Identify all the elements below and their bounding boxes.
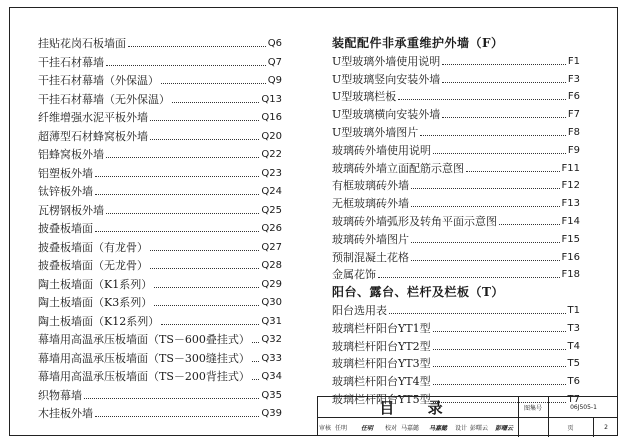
dot-leader xyxy=(442,82,566,83)
dot-leader xyxy=(106,65,266,66)
dot-leader xyxy=(252,379,260,380)
toc-entry-title: 铝蜂窝板外墙 xyxy=(38,148,104,161)
toc-entry-title: 瓦楞钢板外墙 xyxy=(38,203,104,217)
toc-entry xyxy=(332,193,580,210)
toc-entry-title: 金属花饰 xyxy=(332,268,376,282)
toc-section-header xyxy=(332,282,580,299)
page-label: 页 xyxy=(567,424,574,432)
toc-entry-title: 挂贴花岗石板墙面 xyxy=(38,37,126,50)
toc-entry xyxy=(38,403,282,420)
dot-leader xyxy=(150,250,259,251)
toc-page-code: Q33 xyxy=(261,352,282,364)
toc-page-code: Q23 xyxy=(261,167,282,179)
toc-entry-title: 玻璃栏杆阳台YT3型 xyxy=(332,357,431,371)
toc-page-code: Q30 xyxy=(261,297,282,308)
dot-leader xyxy=(172,102,259,103)
toc-entry-title: 陶土板墙面（K1系列） xyxy=(38,277,153,291)
toc-entry xyxy=(38,163,282,180)
toc-page-code: Q26 xyxy=(261,223,282,234)
toc-entry xyxy=(38,89,282,106)
toc-page-code: F18 xyxy=(561,269,580,281)
toc-entry xyxy=(332,264,580,281)
toc-entry xyxy=(332,104,580,121)
toc-page-code: Q22 xyxy=(261,149,282,160)
reviewer-signature: 任明 xyxy=(360,424,373,432)
toc-entry xyxy=(332,69,580,86)
toc-page-code: Q24 xyxy=(261,186,282,197)
dot-leader xyxy=(252,342,260,343)
designer-name: 彭曙云 xyxy=(469,424,488,432)
toc-entry-title: 幕墙用高温承压板墙面（TS－300缝挂式） xyxy=(38,351,250,365)
dot-leader xyxy=(106,157,259,158)
toc-title: 目 录 xyxy=(379,398,457,417)
dot-leader xyxy=(433,384,566,385)
toc-entry xyxy=(38,200,282,217)
toc-entry xyxy=(332,318,580,335)
page-number: 2 xyxy=(604,423,608,431)
toc-entry xyxy=(38,181,282,198)
dot-leader xyxy=(433,349,566,350)
toc-entry-title: 纤维增强水泥平板外墙 xyxy=(38,111,148,124)
dot-leader xyxy=(95,416,259,417)
toc-page-code: Q31 xyxy=(261,315,282,327)
toc-entry-title: 木挂板外墙 xyxy=(38,407,93,420)
dot-leader xyxy=(420,135,566,136)
toc-page-code: F8 xyxy=(567,127,580,138)
toc-page-code: T4 xyxy=(567,340,580,352)
toc-entry-title: 有框玻璃砖外墙 xyxy=(332,179,409,193)
toc-entry xyxy=(332,353,580,370)
dot-leader xyxy=(433,153,566,154)
toc-entry-title: 玻璃栏杆阳台YT2型 xyxy=(332,339,431,353)
dot-leader xyxy=(150,268,259,269)
toc-entry-title: 玻璃砖外墙立面配筋示意图 xyxy=(332,161,464,175)
toc-page-code: Q29 xyxy=(261,278,282,290)
toc-page-code: Q6 xyxy=(267,38,282,49)
dot-leader xyxy=(466,171,560,172)
toc-entry-title: 幕墙用高温承压板墙面（TS－200背挂式） xyxy=(38,370,250,383)
dot-leader xyxy=(84,398,259,399)
title-block xyxy=(317,396,618,436)
toc-entry xyxy=(38,144,282,161)
toc-entry xyxy=(38,348,282,365)
toc-entry-title: 陶土板墙面（K12系列） xyxy=(38,314,160,328)
dot-leader xyxy=(433,366,566,367)
toc-entry-title: 披叠板墙面（无龙骨） xyxy=(38,259,148,272)
toc-entry xyxy=(38,237,282,254)
toc-entry-title: 玻璃栏杆阳台YT1型 xyxy=(332,321,431,335)
toc-entry-title: 干挂石材幕墙 xyxy=(38,55,104,69)
toc-entry-title: 钛锌板外墙 xyxy=(38,185,93,198)
toc-entry-title: 披叠板墙面（有龙骨） xyxy=(38,240,148,254)
dot-leader xyxy=(499,224,560,225)
dot-leader xyxy=(128,46,266,47)
dot-leader xyxy=(433,331,566,332)
toc-page-code: F1 xyxy=(567,55,580,67)
designer-signature: 彭曙云 xyxy=(494,424,513,432)
dot-leader xyxy=(150,120,259,121)
toc-entry xyxy=(38,366,282,383)
toc-page-code: F7 xyxy=(567,109,580,121)
toc-entry-title: 干挂石材幕墙（无外保温） xyxy=(38,92,170,106)
toc-entry xyxy=(332,229,580,246)
toc-entry-title: 披叠板墙面 xyxy=(38,222,93,235)
toc-page-code: Q27 xyxy=(261,241,282,253)
toc-entry xyxy=(332,51,580,68)
dot-leader xyxy=(154,287,259,288)
toc-entry-title: 装配配件非承重维护外墙（F） xyxy=(332,36,504,50)
toc-page-code: F12 xyxy=(561,180,580,192)
toc-entry xyxy=(38,292,282,309)
toc-entry-title: 玻璃砖外墙弧形及转角平面示意图 xyxy=(332,215,497,228)
toc-page-code: F13 xyxy=(561,198,580,210)
toc-entry xyxy=(38,52,282,69)
toc-entry xyxy=(38,274,282,291)
toc-entry xyxy=(332,211,580,228)
checker-name: 马嘉懿 xyxy=(400,424,419,432)
toc-page-code: T6 xyxy=(567,376,580,388)
toc-entry-title: 幕墙用高温承压板墙面（TS－600叠挂式） xyxy=(38,333,250,346)
dot-leader xyxy=(442,64,566,65)
toc-entry xyxy=(332,247,580,264)
dot-leader xyxy=(150,139,259,140)
toc-page-code: Q39 xyxy=(261,408,282,419)
toc-entry-title: U型玻璃横向安装外墙 xyxy=(332,108,441,122)
toc-entry xyxy=(332,371,580,388)
toc-entry xyxy=(38,218,282,235)
dot-leader xyxy=(95,176,259,177)
checker-signature: 马嘉懿 xyxy=(428,424,447,432)
reviewer-name: 任明 xyxy=(334,424,347,432)
toc-page-code: Q25 xyxy=(261,204,282,216)
design-label: 设计 xyxy=(454,424,467,432)
dot-leader xyxy=(411,242,560,243)
toc-entry-title: U型玻璃外墙使用说明 xyxy=(332,54,441,68)
toc-page-code: T3 xyxy=(567,322,580,334)
toc-entry-title: U型玻璃竖向安装外墙 xyxy=(332,72,441,86)
dot-leader xyxy=(398,99,566,100)
toc-entry xyxy=(38,255,282,272)
toc-page-code: Q7 xyxy=(267,56,282,68)
toc-entry xyxy=(332,175,580,192)
toc-entry-title: 预制混凝土花格 xyxy=(332,250,409,264)
dot-leader xyxy=(154,305,259,306)
toc-page-code: Q28 xyxy=(261,260,282,271)
toc-section-header xyxy=(332,33,580,50)
dot-leader xyxy=(389,313,566,314)
toc-entry xyxy=(38,70,282,87)
toc-entry xyxy=(332,86,580,103)
toc-entry-title: 阳台选用表 xyxy=(332,304,387,317)
toc-page-code: F3 xyxy=(567,73,580,85)
toc-page-code: Q20 xyxy=(261,130,282,142)
toc-page-code: Q13 xyxy=(261,93,282,105)
toc-page-code: Q16 xyxy=(261,112,282,123)
toc-page-code: T5 xyxy=(567,358,580,370)
toc-entry xyxy=(38,311,282,328)
toc-entry-title: 无框玻璃砖外墙 xyxy=(332,197,409,211)
toc-entry xyxy=(332,336,580,353)
toc-entry xyxy=(332,300,580,317)
toc-entry-title: 阳台、露台、栏杆及栏板（T） xyxy=(332,285,504,300)
dot-leader xyxy=(95,194,259,195)
toc-entry xyxy=(332,140,580,157)
toc-page-code: F9 xyxy=(567,144,580,156)
toc-entry xyxy=(38,329,282,346)
toc-entry-title: 玻璃栏杆阳台YT5型 xyxy=(332,393,431,406)
dot-leader xyxy=(411,260,560,261)
toc-entry-title: 铝塑板外墙 xyxy=(38,166,93,180)
toc-page-code: F14 xyxy=(561,216,580,227)
dot-leader xyxy=(161,324,259,325)
toc-entry-title: U型玻璃栏板 xyxy=(332,90,397,104)
toc-entry-title: 织物幕墙 xyxy=(38,388,82,402)
toc-page-code: Q32 xyxy=(261,334,282,345)
toc-entry-title: 玻璃栏杆阳台YT4型 xyxy=(332,375,431,389)
dot-leader xyxy=(106,213,259,214)
toc-page-code: F6 xyxy=(567,91,580,103)
toc-page-code: T1 xyxy=(567,305,580,316)
toc-entry-title: 超薄型石材蜂窝板外墙 xyxy=(38,129,148,143)
dot-leader xyxy=(252,361,260,362)
dot-leader xyxy=(161,83,266,84)
review-label: 审核 xyxy=(318,424,331,432)
atlas-number-label: 图集号 xyxy=(523,404,542,412)
dot-leader xyxy=(411,188,560,189)
toc-entry-title: 陶土板墙面（K3系列） xyxy=(38,296,153,309)
dot-leader xyxy=(442,117,566,118)
toc-page-code: F16 xyxy=(561,251,580,263)
toc-entry xyxy=(38,385,282,402)
toc-entry xyxy=(332,122,580,139)
toc-page-code: Q35 xyxy=(261,389,282,401)
toc-entry xyxy=(38,107,282,124)
toc-entry-title: 玻璃砖外墙使用说明 xyxy=(332,143,431,157)
toc-page-code: F11 xyxy=(561,162,580,174)
toc-entry-title: U型玻璃外墙图片 xyxy=(332,126,419,139)
toc-entry-title: 玻璃砖外墙图片 xyxy=(332,232,409,246)
dot-leader xyxy=(378,277,560,278)
toc-page-code: Q34 xyxy=(261,371,282,382)
toc-entry xyxy=(38,33,282,50)
toc-entry xyxy=(332,158,580,175)
dot-leader xyxy=(411,206,560,207)
toc-page-code: F15 xyxy=(561,233,580,245)
dot-leader xyxy=(95,231,259,232)
check-label: 校对 xyxy=(384,424,397,432)
toc-page-code: Q9 xyxy=(267,75,282,86)
toc-entry-title: 干挂石材幕墙（外保温） xyxy=(38,74,159,87)
toc-entry xyxy=(38,126,282,143)
toc-page-code: T7 xyxy=(567,394,580,405)
atlas-number: 06J505-1 xyxy=(570,403,597,411)
